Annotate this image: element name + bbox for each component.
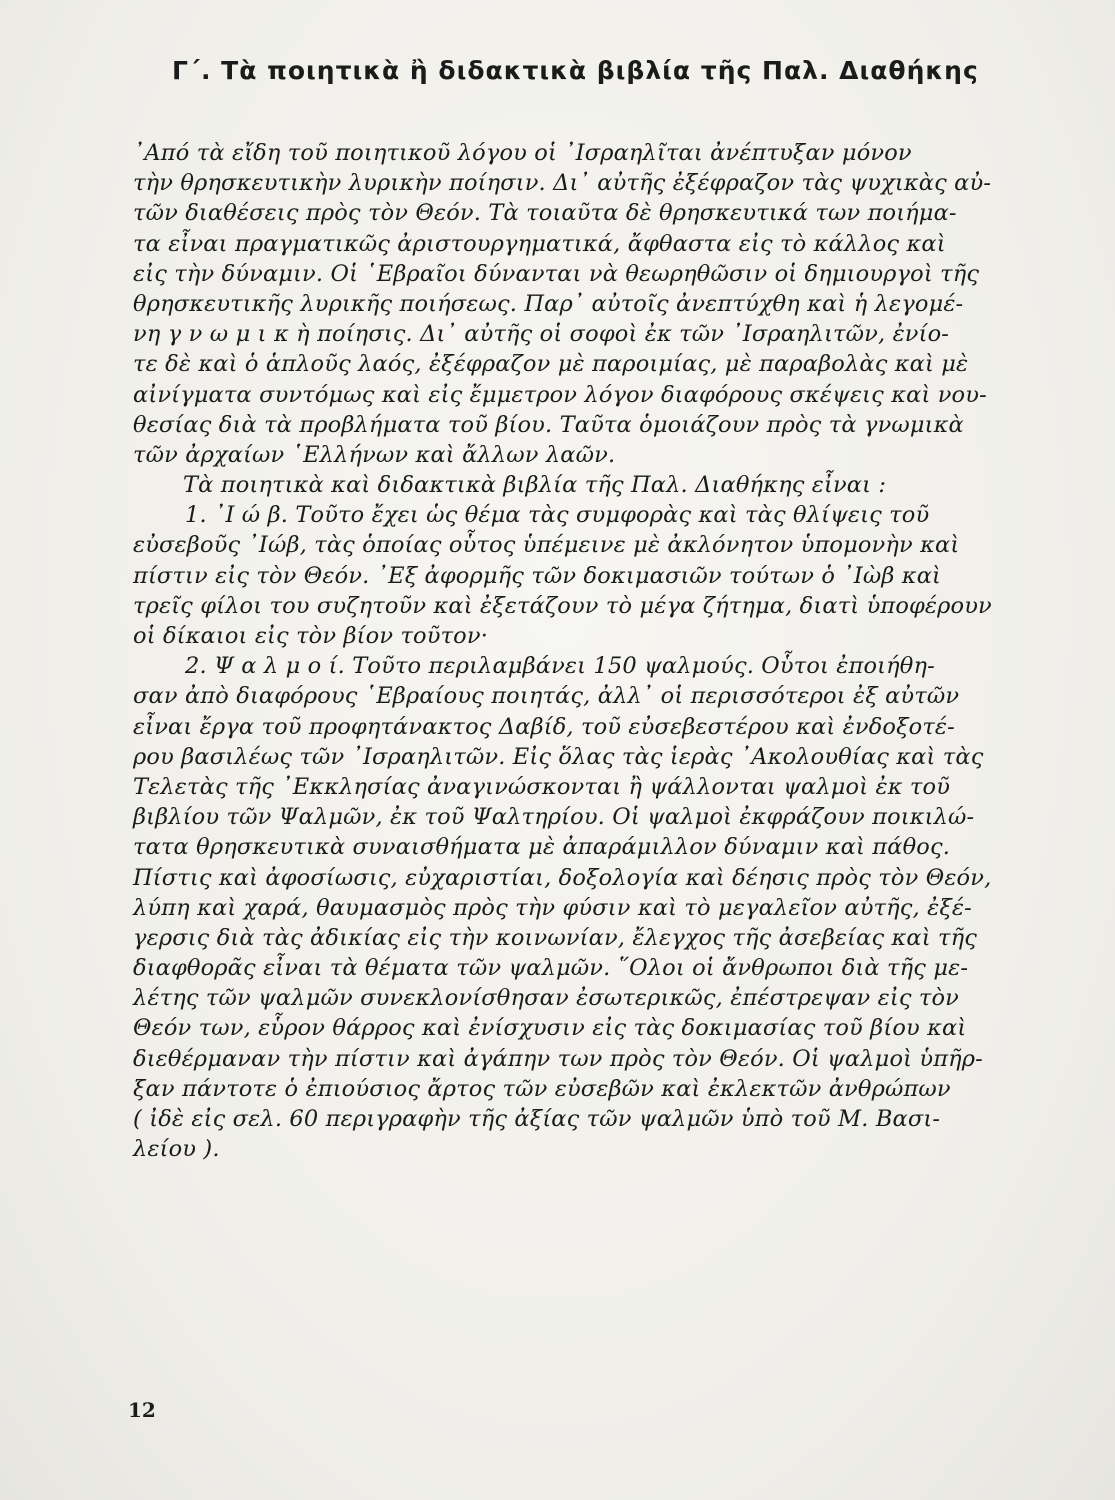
text-line: θεσίας διὰ τὰ προβλήματα τοῦ βίου. Ταῦτα ὁμοιάζουν πρὸς τὰ γνωμικὰ [133,411,964,438]
text-line: Θεόν των, εὗρον θάρρος καὶ ἐνίσχυσιν εἰς τὰς δοκιμασίας τοῦ βίου καὶ [133,1015,967,1042]
text-line: εὐσεβοῦς ᾽Ιώβ, τὰς ὁποίας οὗτος ὑπέμεινε μὲ ἀκλόνητον ὑπομονὴν καὶ [133,532,960,559]
text-line: τῶν ἀρχαίων ῾Ελλήνων καὶ ἄλλων λαῶν. [133,441,616,468]
body-text [133,138,1013,1164]
text-line: τρεῖς φίλοι του συζητοῦν καὶ ἐξετάζουν τὸ μέγα ζήτημα, διατὶ ὑποφέρουν [133,592,992,619]
section-heading: Γ΄. Τὰ ποιητικὰ ἢ διδακτικὰ βιβλία τῆς Παλ. Διαθήκης [172,56,979,85]
text-line: Τελετὰς τῆς ᾽Εκκλησίας ἀναγινώσκονται ἢ ψάλλονται ψαλμοὶ ἐκ τοῦ [133,773,951,800]
text-line: οἱ δίκαιοι εἰς τὸν βίον τοῦτον· [133,623,489,649]
text-line: εἰς τὴν δύναμιν. Οἱ ῾Εβραῖοι δύνανται νὰ θεωρηθῶσιν οἱ δημιουργοὶ τῆς [133,260,980,287]
text-line: νη γ ν ω μ ι κ ὴ ποίησις. Δι᾽ αὐτῆς οἱ σοφοὶ ἐκ τῶν ᾽Ισραηλιτῶν, ἐνίο- [133,321,950,348]
text-line: λέτης τῶν ψαλμῶν συνεκλονίσθησαν ἐσωτερικῶς, ἐπέστρεψαν εἰς τὸν [133,985,959,1012]
page-number: 12 [128,1398,156,1422]
text-line: ( ἰδὲ εἰς σελ. 60 περιγραφὴν τῆς ἀξίας τῶν ψαλμῶν ὑπὸ τοῦ Μ. Βασι- [133,1106,941,1132]
text-line: Τὰ ποιητικὰ καὶ διδακτικὰ βιβλία τῆς Παλ. Διαθήκης εἶναι : [183,472,887,499]
text-line: ξαν πάντοτε ὁ ἐπιούσιος ἄρτος τῶν εὐσεβῶν καὶ ἐκλεκτῶν ἀνθρώπων [133,1075,951,1102]
text-line: διεθέρμαναν τὴν πίστιν καὶ ἀγάπην των πρὸς τὸν Θεόν. Οἱ ψαλμοὶ ὑπῆρ- [133,1045,983,1072]
text-line: Πίστις καὶ ἀφοσίωσις, εὐχαριστίαι, δοξολογία καὶ δέησις πρὸς τὸν Θεόν, [133,864,992,891]
text-line: ᾽Από τὰ εἴδη τοῦ ποιητικοῦ λόγου οἱ ᾽Ισραηλῖται ἀνέπτυξαν μόνον [133,140,912,166]
text-line: διαφθορᾶς εἶναι τὰ θέματα τῶν ψαλμῶν. ῞Ολοι οἱ ἄνθρωποι διὰ τῆς με- [133,955,969,982]
text-line: σαν ἀπὸ διαφόρους ῾Εβραίους ποιητάς, ἀλλ᾽ οἱ περισσότεροι ἐξ αὐτῶν [133,683,960,710]
text-line: εἶναι ἔργα τοῦ προφητάνακτος Δαβίδ, τοῦ εὐσεβεστέρου καὶ ἐνδοξοτέ- [133,713,955,740]
text-line: τῶν διαθέσεις πρὸς τὸν Θεόν. Τὰ τοιαῦτα δὲ θρησκευτικά των ποιήμα- [133,200,957,227]
text-line: αἰνίγματα συντόμως καὶ εἰς ἔμμετρον λόγον διαφόρους σκέψεις καὶ νου- [133,381,987,408]
text-line: 2. Ψ α λ μ ο ί. Τοῦτο περιλαμβάνει 150 ψαλμούς. Οὗτοι ἐποιήθη- [185,653,935,680]
text-line: ρου βασιλέως τῶν ᾽Ισραηλιτῶν. Εἰς ὅλας τὰς ἱερὰς ᾽Ακολουθίας καὶ τὰς [133,743,984,770]
text-line: θρησκευτικῆς λυρικῆς ποιήσεως. Παρ᾽ αὐτοῖς ἀνεπτύχθη καὶ ἡ λεγομέ- [133,290,964,317]
text-line: γερσις διὰ τὰς ἀδικίας εἰς τὴν κοινωνίαν, ἔλεγχος τῆς ἀσεβείας καὶ τῆς [133,924,978,951]
text-line: λείου ). [133,1136,220,1163]
text-line: βιβλίου τῶν Ψαλμῶν, ἐκ τοῦ Ψαλτηρίου. Οἱ ψαλμοὶ ἐκφράζουν ποικιλώ- [133,804,975,831]
text-line: τε δὲ καὶ ὁ ἁπλοῦς λαός, ἐξέφραζον μὲ παροιμίας, μὲ παραβολὰς καὶ μὲ [133,351,969,378]
text-line: τὴν θρησκευτικὴν λυρικὴν ποίησιν. Δι᾽ αὐτῆς ἐξέφραζον τὰς ψυχικὰς αὐ- [133,170,992,197]
text-line: τατα θρησκευτικὰ συναισθήματα μὲ ἀπαράμιλλον δύναμιν καὶ πάθος. [133,834,951,861]
text-line: 1. ᾽Ι ώ β. Τοῦτο ἔχει ὡς θέμα τὰς συμφορὰς καὶ τὰς θλίψεις τοῦ [185,502,930,529]
text-line: λύπη καὶ χαρά, θαυμασμὸς πρὸς τὴν φύσιν καὶ τὸ μεγαλεῖον αὐτῆς, ἐξέ- [133,894,972,921]
text-line: τα εἶναι πραγματικῶς ἀριστουργηματικά, ἄφθαστα εἰς τὸ κάλλος καὶ [133,230,946,257]
text-line: πίστιν εἰς τὸν Θεόν. ᾽Εξ ἀφορμῆς τῶν δοκιμασιῶν τούτων ὁ ᾽Ιὼβ καὶ [133,562,942,589]
